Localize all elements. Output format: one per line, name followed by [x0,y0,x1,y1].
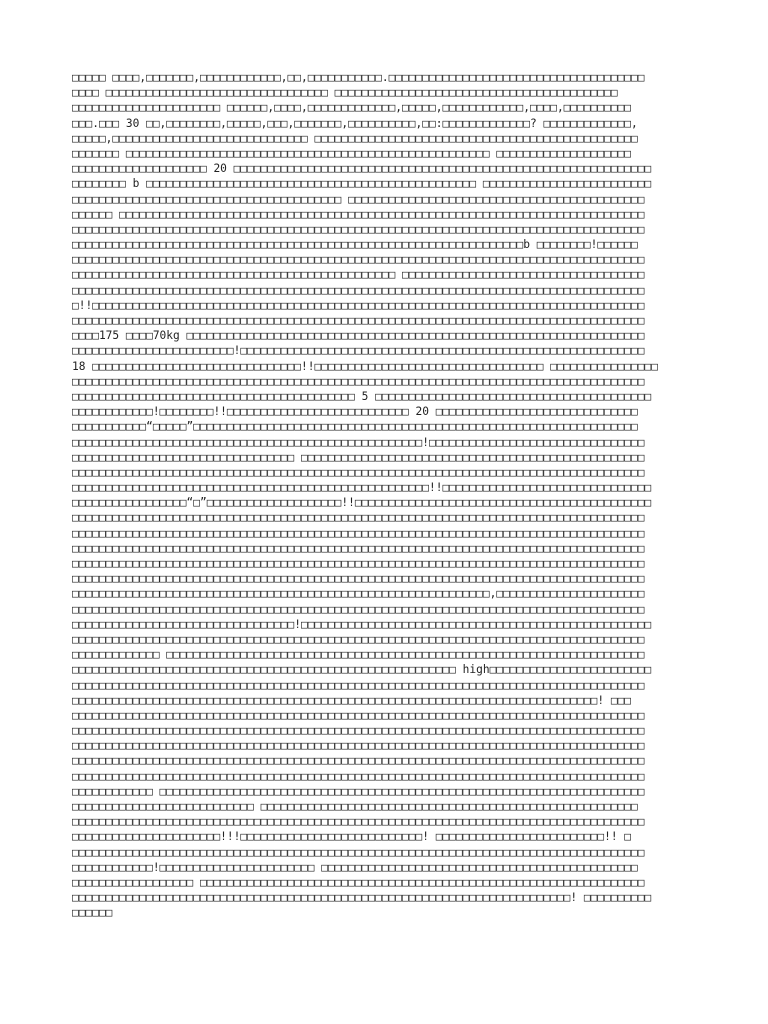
text-line: □□□□□□□□□□□□□□□□□□□□□□□□□□□□□□□□□□□□□□□□□□□□□□□□□□□□□□□□□□□□□□□□□□□□□□□□□□! □□□□□□□□□□ [72,891,652,905]
text-line: □□□□□□□□□□□□□ □□□□□□□□□□□□□□□□□□□□□□□□□□□□□□□□□□□□□□□□□□□□□□□□□□□□□□□□□□□□□□□□□□□□□□□ [72,648,645,662]
text-line: □□□□□□□□□□□□ □□□□□□□□□□□□□□□□□□□□□□□□□□□□□□□□□□□□□□□□□□□□□□□□□□□□□□□□□□□□□□□□□□□□□□□□ [72,784,645,798]
text-line: □□□□□□□□□□□□□□□□□□□□□□□□□□□□□□□□□□□□□□□□□□□□□□□□□□□□□□□□□□□□□□□□□□□b □□□□□□□□!□□□□□□ [72,238,638,252]
text-line: □□□□□□□□□□□□□□□□□□□□□□□□□□□□□□□□□□□□□□□□□□□□□□□□□□□□□□□□□□□□□□,□□□□□□□□□□□□□□□□□□□□□□ [72,587,645,601]
text-line: □□□□□□□□□□□□□□□□□□□□□□□□□□□□□□□□□□□□□□□□□□□□□□□□□□□□□□□□□□□□□□□□□□□□□□□□□□□□□□□□□□□□□ [72,253,645,267]
text-line: □□□□□□□□□□□□!□□□□□□□□!!□□□□□□□□□□□□□□□□□□□□□□□□□□□ 20 □□□□□□□□□□□□□□□□□□□□□□□□□□□□□□ [72,405,638,419]
text-line: □□□□□□□□□□□□□□□□□□□□□□□□□□□□□□□□□□□□□□□□□□□□□□□□□□□□□□□□□□□□□□□□□□□□□□□□□□□□□□□□□□□□□ [72,557,645,570]
text-line: □□□□□□□□□□□□□□□□□□□□□□□□□□□□□□□□□□□□□□□□□□□□□□□□□□□□□□□□□□□□□□□□□□□□□□□□□□□□□□□□□□□□□ [72,465,645,479]
text-line: □□□□□,□□□□□□□□□□□□□□□□□□□□□□□□□□□□□ □□□□□□□□□□□□□□□□□□□□□□□□□□□□□□□□□□□□□□□□□□□□□□□□ [72,131,638,145]
text-line: □□□□□□□□□□□□□□□□□□□□□□□□□□□□□□□□□□□□□□□□□□□□□□□□□□□□□□□□□□□□□□□□□□□□□□□□□□□□□□□□□□□□□ [72,708,645,722]
text-line: □□□□□□□□□□□□□□□□□□□□□□□□!□□□□□□□□□□□□□□□□□□□□□□□□□□□□□□□□□□□□□□□□□□□□□□□□□□□□□□□□□□□□ [72,344,645,358]
text-line: □□□□□□□□□□□□□□□□□□□□□□□□□□□□□□□□□□□□□□□□□□□□□□□□□□□□!□□□□□□□□□□□□□□□□□□□□□□□□□□□□□□□□ [72,435,645,449]
text-line: □□□□□□□□□□□□□□□□□□□□□□□□□□□ □□□□□□□□□□□□□□□□□□□□□□□□□□□□□□□□□□□□□□□□□□□□□□□□□□□□□□□□ [72,800,638,813]
text-line: □□□□□□□□□□□□□□□□□□□□□□□□□□□□□□□□□□□□□□□□□□□□□□□□□□□□□□□□□□□□□□□□□□□□□□□□□□□□□□□□□□□□□ [72,845,645,859]
text-line: □!!□□□□□□□□□□□□□□□□□□□□□□□□□□□□□□□□□□□□□□□□□□□□□□□□□□□□□□□□□□□□□□□□□□□□□□□□□□□□□□□□□□ [72,298,645,312]
text-line: □□□□□□□□□□□□□□□□□□□□□□□□□□□□□□□□□□□□□□□□□□□□□□□□□□□□□□□□□□□□□□□□□□□□□□□□□□□□□□□□□□□□□ [72,283,645,297]
text-line: □□□□□□□□□□□□□□□□□□□□□□□□□□□□□□□□□□□□□□□□□□□□□□□□□□□□□□□□□□□□□□□□□□□□□□□□□□□□□□□□□□□□□ [72,739,645,753]
text-line: □□□□□□□□□□□□□□□□□□□□□□□□□□□□□□□□□□□□□□□□□□□□□□□□□□□□□□□□□□□□□□□□□□□□□□□□□□□□□□□□□□□□□ [72,541,645,555]
text-line: □□□□□□□□□□□□□□□□□□□□□□□□□□□□□□□□□□□□□□□□□□□□□□□□□□□□□□□□□□□□□□□□□□□□□□□□□□□□□□! □□□ [72,693,632,707]
text-line: □□□□□□□□□□□□□□□□□□□□□□□□□□□□□□□□□□□□□□□□□□□□□□□□□□□□□□□□□□□□□□□□□□□□□□□□□□□□□□□□□□□□□ [72,602,645,616]
text-line: □□□□□□□□□□□□□□□□□□□□□□□□□□□□□□□□□□□□□□□□□□□□□□□□□□□□□□□□□□□□□□□□□□□□□□□□□□□□□□□□□□□□□ [72,314,645,327]
text-line: □□□□□□□□□□□□□□□□□□□□□□□□□□□□□□□□□□□□□□□□□□ 5 □□□□□□□□□□□□□□□□□□□□□□□□□□□□□□□□□□□□□□□□□ [72,389,652,403]
text-line: □□□□□□□□□□□□□□□□□□□□□□ □□□□□□,□□□□,□□□□□□□□□□□□□,□□□□□,□□□□□□□□□□□□,□□□□,□□□□□□□□□□ [72,101,632,115]
text-line: □□□□□□□□□□□□□□□□□□□□□□□□□□□□□□□□□□□□□□□□□□□□□□□□□□□□□□□□□□□□□□□□□□□□□□□□□□□□□□□□□□□□□ [72,374,645,388]
text-line: □□□□□□□□□□□□□□□□□□□□□□□□□□□□□□□□□ □□□□□□□□□□□□□□□□□□□□□□□□□□□□□□□□□□□□□□□□□□□□□□□□□□□ [72,450,645,464]
text-line: □□□□□□□□□□□□!□□□□□□□□□□□□□□□□□□□□□□□ □□□□□□□□□□□□□□□□□□□□□□□□□□□□□□□□□□□□□□□□□□□□□□□ [72,860,638,874]
text-line: □□□□□□□□□□□□□□□□□□□□□□□□□□□□□□□□□□□□□□□□□□□□□□□□□□□□□!!□□□□□□□□□□□□□□□□□□□□□□□□□□□□□□□ [72,481,652,495]
text-line: □□□□□□□□□□□□□□□□□□□□□□□□□□□□□□□□□!□□□□□□□□□□□□□□□□□□□□□□□□□□□□□□□□□□□□□□□□□□□□□□□□□□□□ [72,617,652,631]
text-line: □□□□□□□□□□□□□□□□□□ □□□□□□□□□□□□□□□□□□□□□□□□□□□□□□□□□□□□□□□□□□□□□□□□□□□□□□□□□□□□□□□□□□ [72,875,645,889]
text-line: □□□□□□□□□□□□□□□□□□□□□□□□□□□□□□□□□□□□□□□□□□□□□□□□ □□□□□□□□□□□□□□□□□□□□□□□□□□□□□□□□□□□□ [72,268,645,282]
text-line: □□□□□□□□□□□□□□□□□□□□□□□□□□□□□□□□□□□□□□□□□□□□□□□□□□□□□□□□□□□□□□□□□□□□□□□□□□□□□□□□□□□□□ [72,572,645,586]
text-line: □□□□ □□□□□□□□□□□□□□□□□□□□□□□□□□□□□□□□□ □□□□□□□□□□□□□□□□□□□□□□□□□□□□□□□□□□□□□□□□□□ [72,86,618,100]
text-line: □□□□175 □□□□70kg □□□□□□□□□□□□□□□□□□□□□□□□□□□□□□□□□□□□□□□□□□□□□□□□□□□□□□□□□□□□□□□□□□□□ [72,329,645,343]
text-line: □□□□□□□□□□□“□□□□□”□□□□□□□□□□□□□□□□□□□□□□□□□□□□□□□□□□□□□□□□□□□□□□□□□□□□□□□□□□□□□□□□□□ [72,420,638,434]
text-line: □□□□□□□□□□□□□□□□□□□□□□□□□□□□□□□□□□□□□□□□□□□□□□□□□□□□□□□□□□□□□□□□□□□□□□□□□□□□□□□□□□□□□ [72,754,645,768]
text-line: □□□□□□□□□□□□□□□□□□□□ 20 □□□□□□□□□□□□□□□□□□□□□□□□□□□□□□□□□□□□□□□□□□□□□□□□□□□□□□□□□□□□□□ [72,162,652,176]
text-line: □□□□□□□□□□□□□□□□□□□□□□□□□□□□□□□□□□□□□□□□□□□□□□□□□□□□□□□□□□□□□□□□□□□□□□□□□□□□□□□□□□□□□ [72,678,645,692]
text-line: □□□□□□ [72,906,113,920]
text-line: □□□□□□□□□□□□□□□□□□□□□□□□□□□□□□□□□□□□□□□□□□□□□□□□□□□□□□□□□ high□□□□□□□□□□□□□□□□□□□□□□□□ [72,663,652,677]
text-line: □□□.□□□ 30 □□,□□□□□□□□,□□□□□,□□□,□□□□□□□,□□□□□□□□□□,□□:□□□□□□□□□□□□□? □□□□□□□□□□□□□, [72,116,638,130]
text-line: □□□□□□□□□□□□□□□□□□□□□□□□□□□□□□□□□□□□□□□□□□□□□□□□□□□□□□□□□□□□□□□□□□□□□□□□□□□□□□□□□□□□□ [72,511,645,525]
text-line: □□□□□□ □□□□□□□□□□□□□□□□□□□□□□□□□□□□□□□□□□□□□□□□□□□□□□□□□□□□□□□□□□□□□□□□□□□□□□□□□□□□□□ [72,207,645,221]
text-line: □□□□□□□□□□□□□□□□□□□□□□□□□□□□□□□□□□□□□□□□ □□□□□□□□□□□□□□□□□□□□□□□□□□□□□□□□□□□□□□□□□□□□ [72,192,645,206]
text-line: □□□□□□□□□□□□□□□□□“□”□□□□□□□□□□□□□□□□□□□□!!□□□□□□□□□□□□□□□□□□□□□□□□□□□□□□□□□□□□□□□□□□□□ [72,496,652,510]
text-line: □□□□□ □□□□,□□□□□□□,□□□□□□□□□□□□,□□,□□□□□□□□□□□.□□□□□□□□□□□□□□□□□□□□□□□□□□□□□□□□□□□□□□ [72,71,645,84]
text-line: □□□□□□□□□□□□□□□□□□□□□□□□□□□□□□□□□□□□□□□□□□□□□□□□□□□□□□□□□□□□□□□□□□□□□□□□□□□□□□□□□□□□□ [72,769,645,783]
text-line: □□□□□□□□□□□□□□□□□□□□□□□□□□□□□□□□□□□□□□□□□□□□□□□□□□□□□□□□□□□□□□□□□□□□□□□□□□□□□□□□□□□□□ [72,632,645,646]
text-line: □□□□□□□ □□□□□□□□□□□□□□□□□□□□□□□□□□□□□□□□□□□□□□□□□□□□□□□□□□□□□□ □□□□□□□□□□□□□□□□□□□□ [72,146,632,160]
text-line: 18 □□□□□□□□□□□□□□□□□□□□□□□□□□□□□□□!!□□□□□□□□□□□□□□□□□□□□□□□□□□□□□□□□□□ □□□□□□□□□□□□□□□□ [72,359,658,373]
document-body [72,70,708,921]
text-line: □□□□□□□□□□□□□□□□□□□□□□□□□□□□□□□□□□□□□□□□□□□□□□□□□□□□□□□□□□□□□□□□□□□□□□□□□□□□□□□□□□□□□ [72,815,645,829]
text-line: □□□□□□□□□□□□□□□□□□□□□□!!!□□□□□□□□□□□□□□□□□□□□□□□□□□□! □□□□□□□□□□□□□□□□□□□□□□□□□!! □ [72,830,632,844]
text-line: □□□□□□□□□□□□□□□□□□□□□□□□□□□□□□□□□□□□□□□□□□□□□□□□□□□□□□□□□□□□□□□□□□□□□□□□□□□□□□□□□□□□□ [72,724,645,738]
text-line: □□□□□□□□ b □□□□□□□□□□□□□□□□□□□□□□□□□□□□□□□□□□□□□□□□□□□□□□□□□ □□□□□□□□□□□□□□□□□□□□□□□□□ [72,177,652,191]
text-line: □□□□□□□□□□□□□□□□□□□□□□□□□□□□□□□□□□□□□□□□□□□□□□□□□□□□□□□□□□□□□□□□□□□□□□□□□□□□□□□□□□□□□ [72,222,645,236]
text-line: □□□□□□□□□□□□□□□□□□□□□□□□□□□□□□□□□□□□□□□□□□□□□□□□□□□□□□□□□□□□□□□□□□□□□□□□□□□□□□□□□□□□□ [72,526,645,540]
